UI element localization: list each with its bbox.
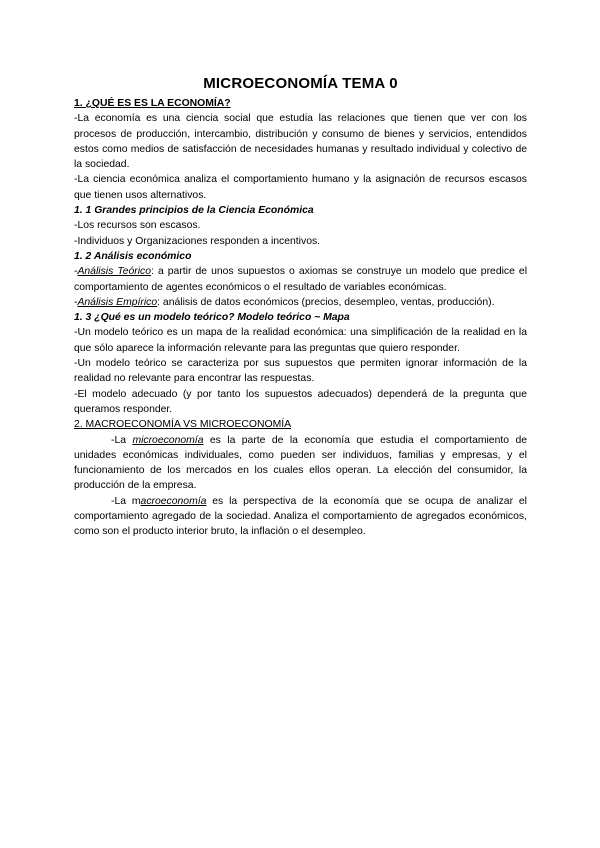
section-1-1-heading: 1. 1 Grandes principios de la Ciencia Económica [74, 205, 314, 217]
document-page [74, 74, 527, 540]
analysis-empirical-text: : análisis de datos económicos (precios, desempleo, ventas, producción). [157, 296, 495, 308]
section-1-2-heading: 1. 2 Análisis económico [74, 250, 192, 262]
section-1-3-heading: 1. 3 ¿Qué es un modelo teórico? Modelo teórico ~ Mapa [74, 312, 350, 324]
macroeconomy-paragraph [74, 494, 527, 540]
analysis-theoretical-text: : a partir de unos supuestos o axiomas se construye un modelo que predice el comportamiento de agentes económicos o el resultado de variables económicas. [74, 266, 528, 293]
micro-text: es la parte de la economía que estudia el comportamiento de unidades económicas individuales, como pueden ser individuos, familias y empresas, y el funcionamiento de los mercados en los cuales ellos operan. La elección del consumidor, la producción de la empresa. [74, 434, 528, 492]
analysis-theoretical-item [74, 264, 527, 295]
section-1-paragraph-1: -La economía es una ciencia social que estudia las relaciones que tienen que ver con los procesos de producción, intercambio, distribución y consumo de bienes y servicios, entendidos estos como medios de satisfacción de necesidades humanas y resultado individual y colectivo de la sociedad. [74, 113, 527, 171]
analysis-empirical-prefix: - [74, 296, 78, 308]
analysis-theoretical-term: Análisis Teórico [77, 266, 152, 278]
section-1-paragraph-2: -La ciencia económica analiza el comportamiento humano y la asignación de recursos escasos que tienen usos alternativos. [74, 174, 527, 201]
principle-item: -Individuos y Organizaciones responden a incentivos. [74, 235, 321, 247]
section-1-heading: 1. ¿QUÉ ES ES LA ECONOMÍA? [74, 98, 231, 109]
document-title: MICROECONOMÍA TEMA 0 [203, 75, 398, 92]
analysis-empirical-term: Análisis Empírico [77, 296, 158, 308]
microeconomy-paragraph [74, 433, 527, 494]
section-2-heading: 2. MACROECONOMÍA VS MICROECONOMÍA [74, 419, 292, 431]
analysis-theoretical-prefix: - [74, 266, 78, 278]
macro-text: es la perspectiva de la economía que se ocupa de analizar el comportamiento agregado de la sociedad. Analiza el comportamiento de agregados económicos, como son el producto interior bruto, la inflación o el desempleo. [74, 495, 527, 538]
model-item: -El modelo adecuado (y por tanto los supuestos adecuados) dependerá de la pregunta que queramos responder. [74, 388, 527, 415]
macro-term: acroeconomía [140, 495, 207, 507]
macro-prefix: -La m [111, 495, 141, 507]
model-item: -Un modelo teórico se caracteriza por sus supuestos que permiten ignorar información de la realidad no relevante para encontrar las respuestas. [74, 358, 527, 385]
micro-term: microeconomía [132, 434, 204, 446]
principle-item: -Los recursos son escasos. [74, 220, 201, 232]
analysis-empirical-item [74, 295, 527, 310]
model-item: -Un modelo teórico es un mapa de la realidad económica: una simplificación de la realidad en la que sólo aparece la información relevante para las preguntas que quiero responder. [74, 327, 527, 354]
micro-prefix: -La [111, 434, 133, 446]
